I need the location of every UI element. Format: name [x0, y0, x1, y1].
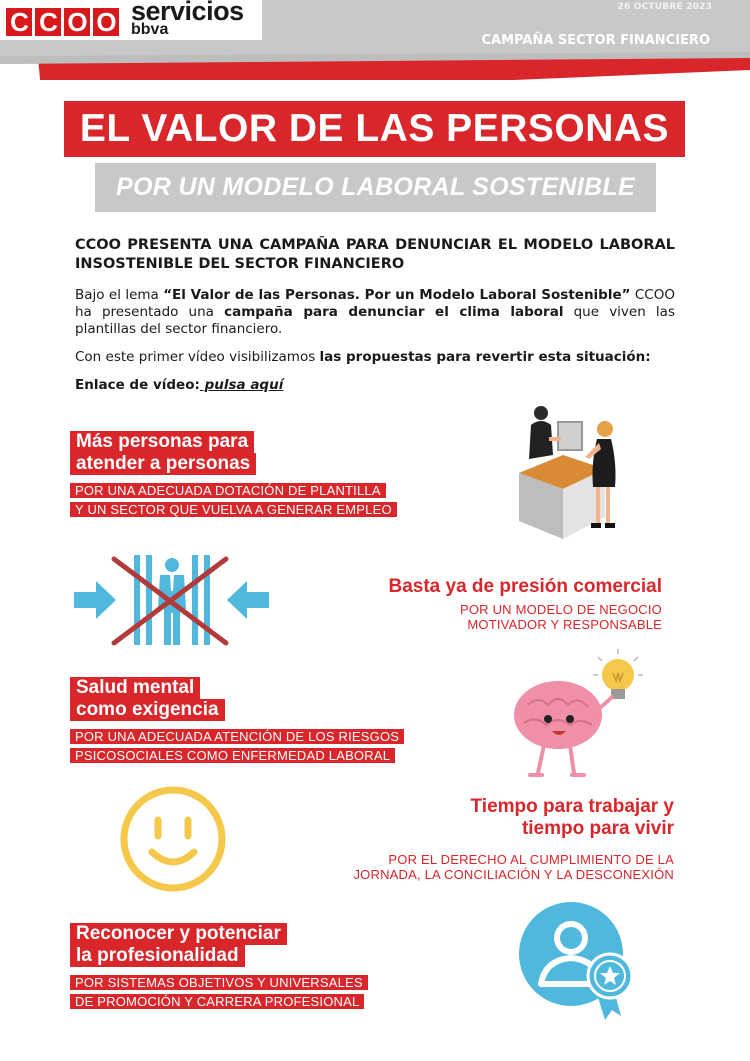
brain-lightbulb-icon [508, 645, 653, 783]
text-run: que viven las plantillas del sector financiero. [75, 304, 675, 337]
proposal-title: Más personas para [70, 431, 254, 453]
proposal-subtitle: DE PROMOCIÓN Y CARRERA PROFESIONAL [70, 994, 364, 1009]
proposal-title: atender a personas [70, 453, 256, 475]
proposal-title: como exigencia [70, 699, 225, 721]
video-link[interactable]: pulsa aquí [199, 377, 284, 393]
proposal-subtitle: POR SISTEMAS OBJETIVOS Y UNIVERSALES [70, 975, 368, 990]
logo-letter: O [64, 8, 90, 36]
header-date: 26 OCTUBRE 2023 [617, 2, 712, 12]
proposals-intro [75, 349, 675, 366]
intro-paragraph [75, 287, 675, 338]
proposal-subtitle: MOTIVADOR Y RESPONSABLE [467, 617, 662, 632]
logo-letter: O [93, 8, 119, 36]
logo [0, 0, 262, 40]
text-run-bold: las propuestas para revertir esta situación: [319, 349, 651, 365]
logo-services-text: servicios [131, 0, 244, 26]
smiley-icon [114, 784, 232, 894]
user-award-icon [509, 898, 641, 1020]
video-link-line [75, 377, 675, 394]
proposal-subtitle: PSICOSOCIALES COMO ENFERMEDAD LABORAL [70, 748, 395, 763]
video-label: Enlace de vídeo: [75, 377, 200, 393]
service-counter-icon [505, 403, 640, 541]
logo-letter: C [6, 8, 32, 36]
proposal-subtitle: JORNADA, LA CONCILIACIÓN Y LA DESCONEXIÓN [353, 867, 674, 882]
ccoo-logo [6, 8, 119, 36]
proposal-subtitle: POR UNA ADECUADA ATENCIÓN DE LOS RIESGOS [70, 729, 404, 744]
proposal-1 [70, 431, 397, 518]
text-run-bold: “El Valor de las Personas. Por un Modelo Laboral Sostenible” [163, 287, 631, 303]
text-run: Con este primer vídeo visibilizamos [75, 349, 320, 365]
text-run-bold: campaña para denunciar el clima laboral [224, 304, 564, 320]
proposal-title: Tiempo para trabajar y [470, 796, 674, 817]
proposal-subtitle: POR UN MODELO DE NEGOCIO [460, 602, 662, 617]
proposal-4 [244, 796, 674, 882]
header-campaign: CAMPAÑA SECTOR FINANCIERO [481, 33, 710, 48]
pressure-icon [74, 551, 269, 648]
text-run: Bajo el lema [75, 287, 164, 303]
proposal-title: Salud mental [70, 677, 200, 699]
page-subtitle: POR UN MODELO LABORAL SOSTENIBLE [95, 163, 656, 212]
proposal-title: Reconocer y potenciar [70, 923, 287, 945]
proposal-subtitle: Y UN SECTOR QUE VUELVA A GENERAR EMPLEO [70, 502, 397, 517]
proposal-3 [70, 677, 404, 764]
proposal-2 [242, 576, 662, 632]
proposal-subtitle: POR EL DERECHO AL CUMPLIMIENTO DE LA [388, 852, 674, 867]
proposal-title: la profesionalidad [70, 945, 245, 967]
page-title: EL VALOR DE LAS PERSONAS [64, 101, 685, 157]
intro-heading: CCOO PRESENTA UNA CAMPAÑA PARA DENUNCIAR EL MODELO LABORAL INSOSTENIBLE DEL SECTOR FINANCIERO [75, 237, 675, 272]
proposal-5 [70, 923, 368, 1010]
logo-bank-text: bbva [131, 21, 169, 38]
proposal-title: tiempo para vivir [521, 818, 674, 839]
text-run: CCOO ha presentado una [75, 287, 675, 320]
proposal-title: Basta ya de presión comercial [388, 576, 662, 597]
proposal-subtitle: POR UNA ADECUADA DOTACIÓN DE PLANTILLA [70, 483, 386, 498]
logo-letter: C [35, 8, 61, 36]
